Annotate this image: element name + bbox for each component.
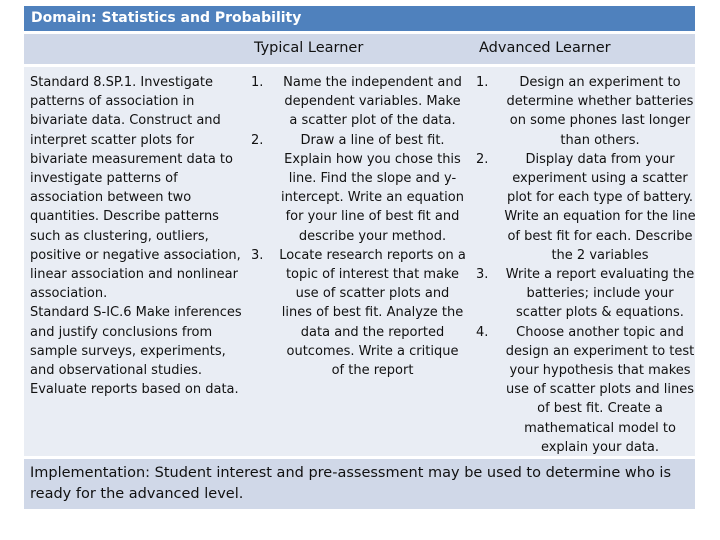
item-text: Design an experiment to determine whether batteries on some phones last longer than others.: [506, 75, 694, 148]
advanced-learner-header: Advanced Learner: [479, 40, 611, 56]
item-number: 1.: [251, 75, 264, 90]
item-text: Name the independent and dependent variables. Make a scatter plot of the data.: [283, 75, 462, 129]
item-text: Locate research reports on a topic of interest that make use of scatter plots and lines of best fit. Analyze the data and the reported outcomes. Write a critique of the report: [279, 247, 466, 379]
advanced-list: [476, 73, 696, 457]
item-number: 2.: [251, 132, 264, 148]
item-number: 4.: [476, 324, 489, 340]
item-number: 2.: [476, 151, 489, 167]
standard-8sp1: Standard 8.SP.1. Investigate patterns of association in bivariate data. Construct and interpret scatter plots for bivariate measurement data to investigate patterns of association between two quantities. Describe patterns such as clustering, outliers, positive or negative association, linear association and nonlinear association.: [30, 75, 241, 302]
item-text: Display data from your experiment using a scatter plot for each type of battery. Write an equation for the line of best fit for each. Describe the 2 variables: [504, 151, 696, 263]
typical-list: [251, 73, 466, 380]
header-row: [24, 34, 695, 64]
list-item: [476, 265, 696, 323]
item-number: 1.: [476, 75, 489, 90]
typical-learner-header: Typical Learner: [254, 40, 364, 56]
implementation-note: Implementation: Student interest and pre-assessment may be used to determine who is ready for the advanced level.: [24, 459, 695, 509]
list-item: [251, 131, 466, 246]
item-number: 3.: [251, 247, 264, 263]
list-item: [251, 246, 466, 380]
advanced-learner-cell: [476, 73, 696, 457]
item-text: Write a report evaluating the batteries; include your scatter plots & equations.: [505, 267, 695, 321]
list-item: [476, 323, 696, 457]
standards-cell: [30, 73, 248, 399]
standard-sic6: Standard S-IC.6 Make inferences and justify conclusions from sample surveys, experiments, and observational studies. Evaluate reports based on data.: [30, 305, 242, 398]
item-text: Choose another topic and design an experiment to test your hypothesis that makes use of scatter plots and lines of best fit. Create a mathematical model to explain your data.: [505, 324, 695, 455]
domain-title: Domain: Statistics and Probability: [24, 6, 695, 31]
list-item: [476, 150, 696, 265]
list-item: [251, 73, 466, 131]
typical-learner-cell: [251, 73, 466, 380]
content-row: [24, 67, 695, 456]
list-item: [476, 73, 696, 150]
item-text: Draw a line of best fit. Explain how you chose this line. Find the slope and y-intercept. Write an equation for your line of best fit and describe your method.: [281, 132, 464, 244]
item-number: 3.: [476, 267, 489, 283]
